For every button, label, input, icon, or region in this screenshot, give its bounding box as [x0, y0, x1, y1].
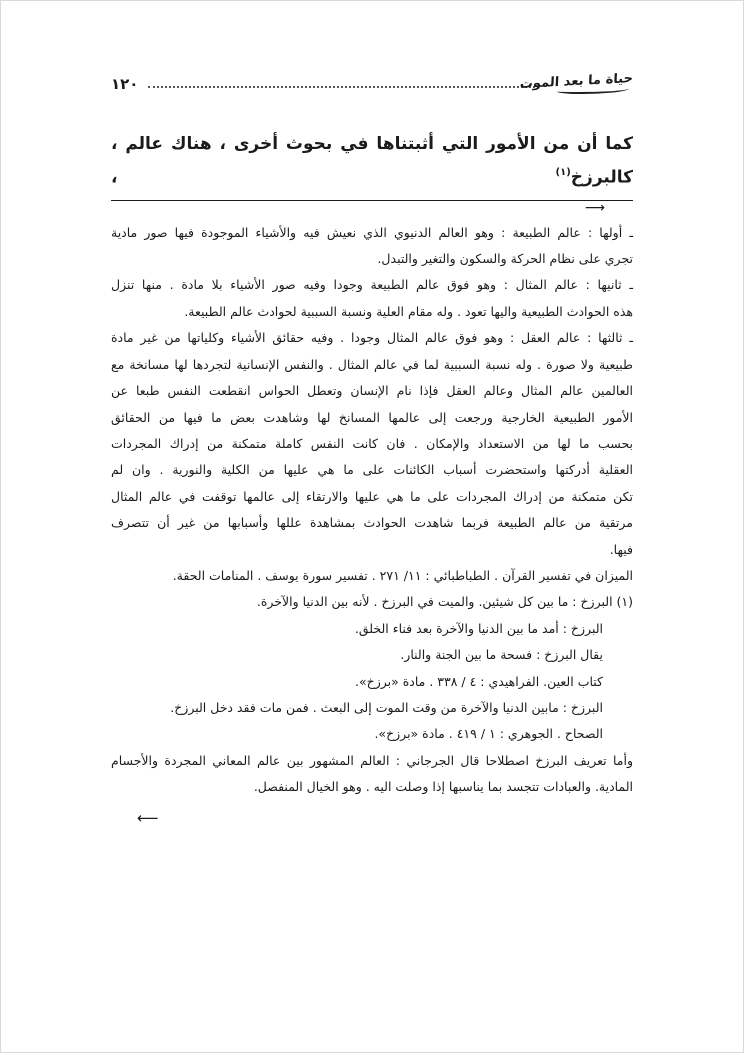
- page-header: [111, 55, 633, 97]
- footnote-line: المادية. والعبادات تتجسد بما يناسبها إذا وصلت اليه . وهو الخيال المنفصل.: [253, 779, 633, 795]
- footnote-line: تجري على نظام الحركة والسكون والتغير والتبدل.: [377, 251, 633, 267]
- footnote-line: بحسب ما لها من الاستعداد والإمكان . فان كانت النفس كاملة متمكنة من إدراك المجردات: [111, 435, 633, 451]
- footnote-line: العقلية أدركتها واستحضرت أسباب الكائنات على ما هي عليها من الكلية والنورية . وان لم: [111, 462, 633, 478]
- footnote-line: هذه الحوادث الطبيعية واليها تعود . وله مقام العلية ونسبة السببية لحوادث عالم الطبيعة.: [184, 303, 633, 319]
- footnote-line: ـ ثالثها : عالم العقل : وهو فوق عالم المثال وجودا . وفيه حقائق الأشياء وكلياتها من غير مادة: [111, 330, 633, 346]
- footnote-line: البرزخ : أمد ما بين الدنيا والآخرة بعد فناء الخلق.: [354, 620, 603, 636]
- footnote-reference: (١): [555, 167, 571, 178]
- page-content: [1, 1, 743, 827]
- footnote-line: مرتقية من عالم الطبيعة فربما شاهدت الحوادث بمشاهدة عللها وأسبابها من غير أن تتصرف: [111, 515, 633, 531]
- header-dotted-leader: [148, 85, 539, 88]
- footnote-line: وأما تعريف البرزخ اصطلاحا قال الجرجاني : العالم المشهور بين عالم المعاني المجردة والأجسام: [111, 752, 633, 768]
- footnote-line: الأمور الطبيعية الخارجية ورجعت إلى عالمها المسانخ لها وشاهدت بعض ما فيها من الحقائق: [111, 409, 633, 425]
- body-text-segment: كما أن من الأمور التي أثبتناها في بحوث أخرى ، هناك عالم ، كالبرزخ: [111, 134, 633, 188]
- footnotes-block: [111, 220, 633, 801]
- footnote-line: ـ أولها : عالم الطبيعة : وهو العالم الدنيوي الذي نعيش فيه والأشياء الموجودة فيها صور مادية: [111, 224, 633, 240]
- footnote-line: تكن متمكنة من إدراك المجردات على ما هي عليها والارتقاء إلى عالمها توقفت في عالم المثال: [111, 488, 633, 504]
- book-title-logo: [519, 70, 634, 97]
- footnote-line: ـ ثانيها : عالم المثال : وهو فوق عالم الطبيعة وجودا وفيه صور الأشياء بلا مادة . منها تنزل: [111, 277, 633, 293]
- footnote-citation-line: الصحاح . الجوهري : ١ / ٤١٩ . مادة «برزخ».: [374, 726, 603, 742]
- footnote-citation-line: الميزان في تفسير القرآن . الطباطبائي : ١١/ ٢٧١ . تفسير سورة يوسف . المنامات الحقة.: [172, 567, 633, 583]
- footnote-line: فيها.: [609, 541, 633, 557]
- footnote-citation-line: كتاب العين. الفراهيدي : ٤ / ٣٣٨ . مادة «برزخ».: [355, 673, 603, 689]
- page-number: ١٢٠: [111, 75, 139, 93]
- footnote-line: يقال البرزخ : فسحة ما بين الجنة والنار.: [400, 647, 603, 663]
- body-text: [111, 129, 633, 193]
- continuation-arrow-bottom-icon: ⟵: [137, 808, 159, 827]
- book-title-text: حياة ما بعد الموت: [519, 71, 634, 92]
- footnote-line: (١) البرزخ : ما بين كل شيئين. والميت في البرزخ . لأنه بين الدنيا والآخرة.: [256, 594, 633, 610]
- body-text-trailing: ،: [111, 167, 118, 188]
- continuation-arrow-top-icon: ⟶: [584, 199, 605, 216]
- footnote-line: العالمين عالم المثال وعالم العقل فإذا نام الإنسان وتعطل الحواس انقطعت النفس طبعا عن: [111, 383, 633, 399]
- footnote-line: طبيعية ولا صورة . وله نسبة السببية لما في عالم المثال . والنفس الإنسانية لتجردها لها مسانخة مع: [111, 356, 633, 372]
- footnote-line: البرزخ : مابين الدنيا والآخرة من وقت الموت إلى البعث . فمن مات فقد دخل البرزخ.: [170, 699, 603, 715]
